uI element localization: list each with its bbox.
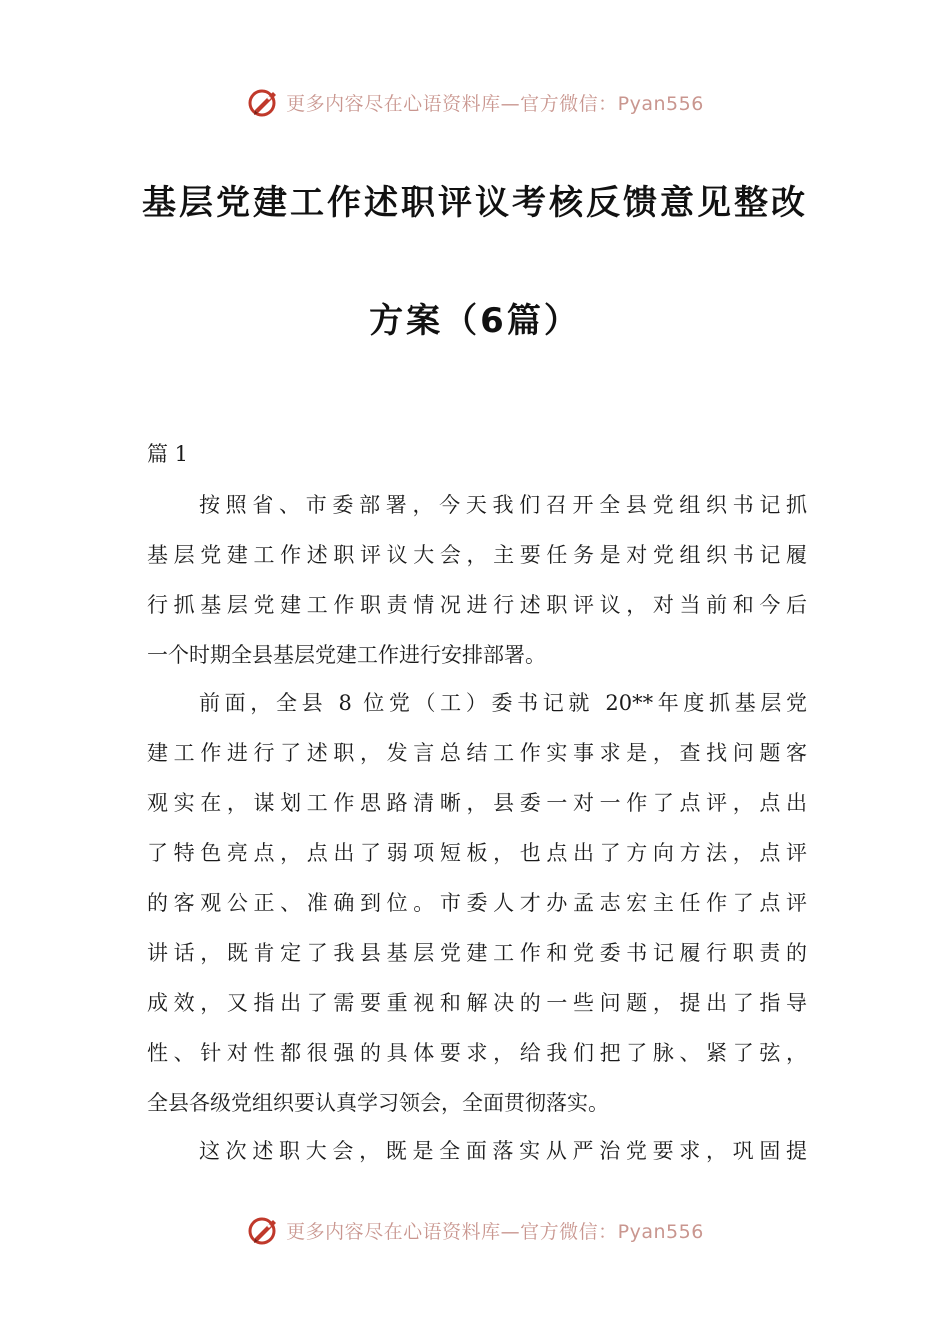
paragraph-line: 行抓基层党建工作职责情况进行述职评议，对当前和今后 <box>147 593 807 617</box>
header-banner-text: 更多内容尽在心语资料库—官方微信：Pyan556 <box>286 92 704 115</box>
paragraph-line: 按照省、市委部署，今天我们召开全县党组织书记抓 <box>199 493 807 517</box>
paragraph-3 <box>147 1126 807 1176</box>
paragraph-line: 建工作进行了述职，发言总结工作实事求是，查找问题客 <box>147 741 807 765</box>
document-title-line2: 方案（6篇） <box>369 301 581 341</box>
paragraph-line: 前面，全县 8 位党（工）委书记就 20**年度抓基层党 <box>199 691 807 715</box>
pen-logo-icon <box>246 85 280 119</box>
pen-logo-icon <box>246 1213 280 1247</box>
paragraph-line: 全县各级党组织要认真学习领会，全面贯彻落实。 <box>147 1091 609 1115</box>
document-title-line1: 基层党建工作述职评议考核反馈意见整改 <box>142 183 808 223</box>
paragraph-line: 基层党建工作述职评议大会，主要任务是对党组织书记履 <box>147 543 807 567</box>
section-label: 篇 1 <box>147 442 189 466</box>
footer-banner-text: 更多内容尽在心语资料库—官方微信：Pyan556 <box>286 1220 704 1243</box>
footer-banner <box>0 1208 950 1252</box>
paragraph-line: 一个时期全县基层党建工作进行安排部署。 <box>147 643 546 667</box>
paragraph-line: 讲话，既肯定了我县基层党建工作和党委书记履行职责的 <box>147 941 807 965</box>
paragraph-line: 观实在，谋划工作思路清晰，县委一对一作了点评，点出 <box>147 791 807 815</box>
paragraph-1 <box>147 480 807 680</box>
paragraph-line: 的客观公正、准确到位。市委人才办孟志宏主任作了点评 <box>147 891 807 915</box>
paragraph-line: 性、针对性都很强的具体要求，给我们把了脉、紧了弦， <box>147 1041 807 1065</box>
paragraph-2 <box>147 678 807 1128</box>
paragraph-line: 了特色亮点，点出了弱项短板，也点出了方向方法，点评 <box>147 841 807 865</box>
header-banner <box>0 80 950 124</box>
paragraph-line: 这次述职大会，既是全面落实从严治党要求，巩固提 <box>199 1139 807 1163</box>
paragraph-line: 成效，又指出了需要重视和解决的一些问题，提出了指导 <box>147 991 807 1015</box>
